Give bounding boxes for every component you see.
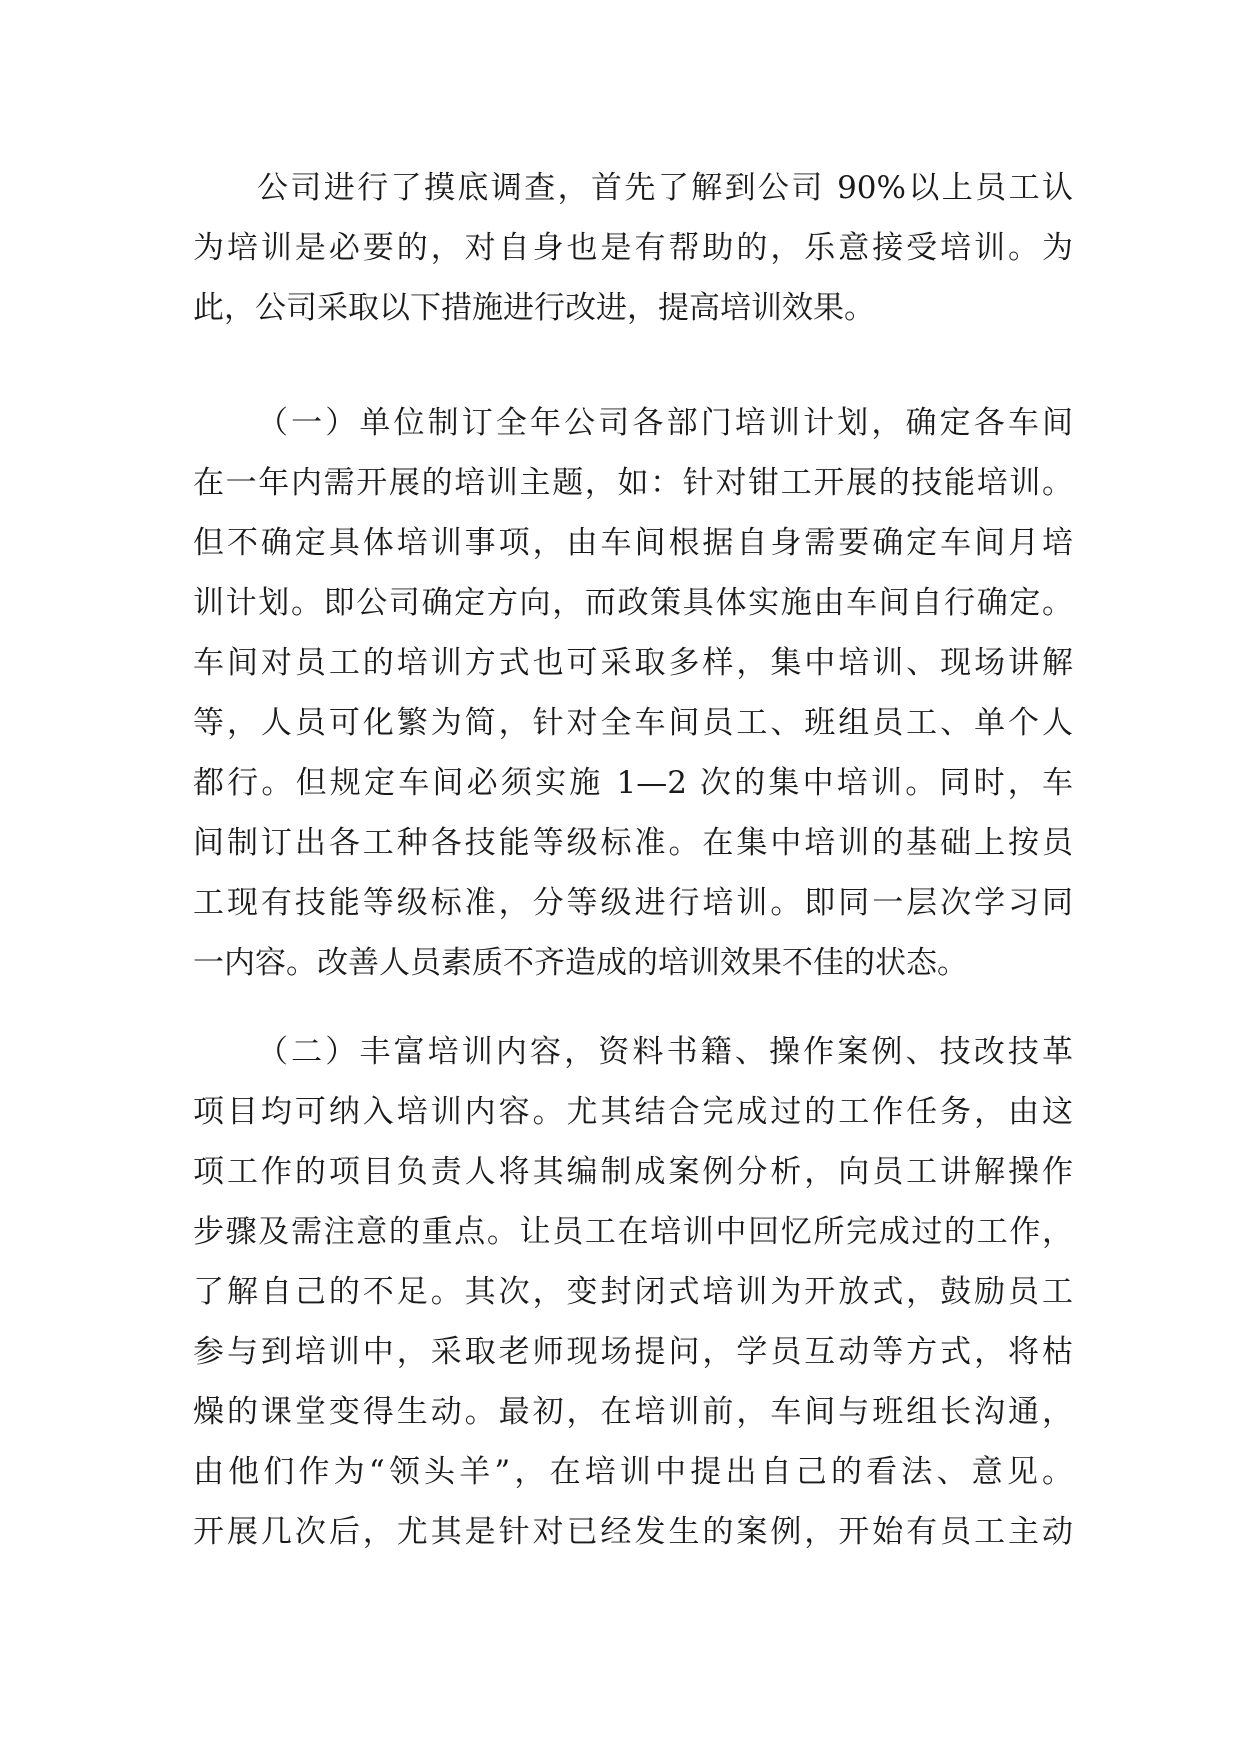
paragraph-line: 项工作的项目负责人将其编制成案例分析，向员工讲解操作	[193, 1154, 1073, 1190]
paragraph-line: 此，公司采取以下措施进行改进，提高培训效果。	[193, 290, 875, 326]
paragraph-line: 燥的课堂变得生动。最初，在培训前，车间与班组长沟通，	[193, 1394, 1073, 1430]
paragraph-line: 但不确定具体培训事项，由车间根据自身需要确定车间月培	[193, 525, 1073, 561]
paragraph-line: 在一年内需开展的培训主题，如：针对钳工开展的技能培训。	[193, 465, 1073, 501]
paragraph-line: 由他们作为“领头羊”，在培训中提出自己的看法、意见。	[193, 1454, 1073, 1490]
paragraph-measure-two	[193, 1022, 1073, 1562]
paragraph-line: 等，人员可化繁为简，针对全车间员工、班组员工、单个人	[193, 705, 1073, 741]
paragraph-survey-intro	[193, 158, 1073, 338]
paragraph-line: （二）丰富培训内容，资料书籍、操作案例、技改技革	[257, 1034, 1073, 1070]
paragraph-line: 了解自己的不足。其次，变封闭式培训为开放式，鼓励员工	[193, 1274, 1073, 1310]
paragraph-line: 一内容。改善人员素质不齐造成的培训效果不佳的状态。	[193, 945, 968, 981]
paragraph-line: 开展几次后，尤其是针对已经发生的案例，开始有员工主动	[193, 1514, 1073, 1550]
paragraph-line: 项目均可纳入培训内容。尤其结合完成过的工作任务，由这	[193, 1094, 1073, 1130]
paragraph-line: 为培训是必要的，对自身也是有帮助的，乐意接受培训。为	[193, 230, 1073, 266]
paragraph-line: 步骤及需注意的重点。让员工在培训中回忆所完成过的工作，	[193, 1214, 1073, 1250]
paragraph-line: 工现有技能等级标准，分等级进行培训。即同一层次学习同	[193, 885, 1073, 921]
paragraph-line: 公司进行了摸底调查，首先了解到公司 90%以上员工认	[257, 170, 1073, 206]
paragraph-line: 参与到培训中，采取老师现场提问，学员互动等方式，将枯	[193, 1334, 1073, 1370]
paragraph-line: 都行。但规定车间必须实施 1—2 次的集中培训。同时，车	[193, 765, 1073, 801]
paragraph-line: 车间对员工的培训方式也可采取多样，集中培训、现场讲解	[193, 645, 1073, 681]
paragraph-line: （一）单位制订全年公司各部门培训计划，确定各车间	[257, 405, 1073, 441]
paragraph-line: 间制订出各工种各技能等级标准。在集中培训的基础上按员	[193, 825, 1073, 861]
paragraph-line: 训计划。即公司确定方向，而政策具体实施由车间自行确定。	[193, 585, 1073, 621]
paragraph-measure-one	[193, 393, 1073, 993]
